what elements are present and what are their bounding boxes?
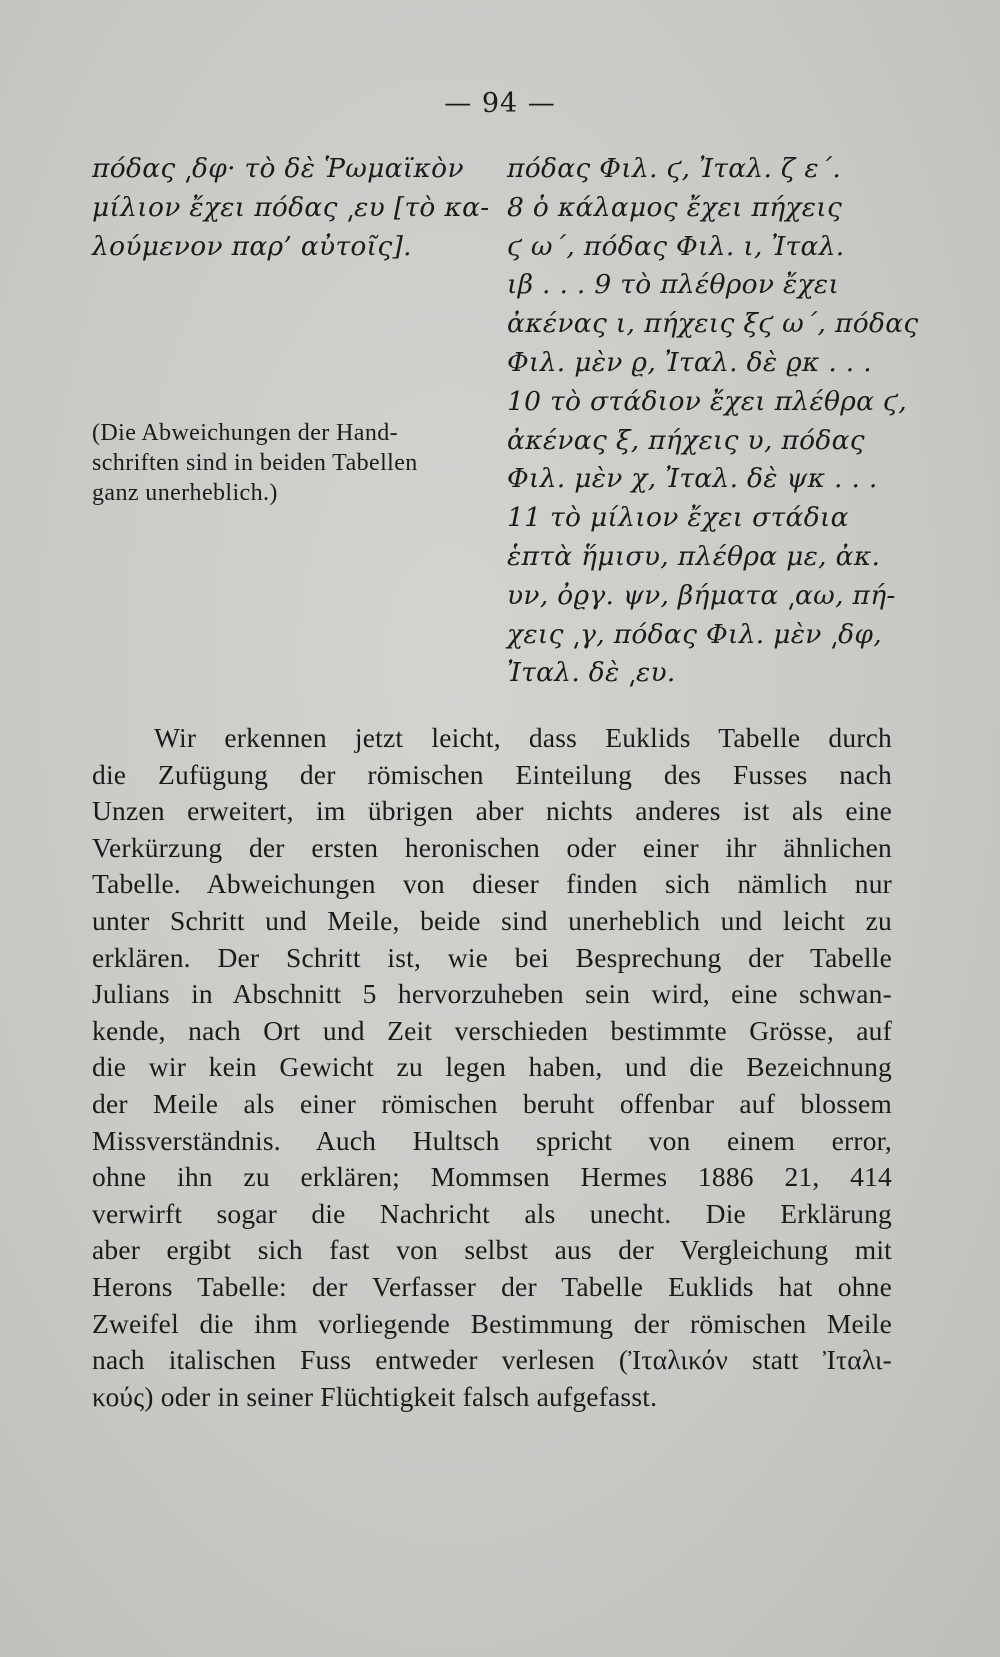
greek-left-column — [92, 150, 490, 266]
greek-line: χεις ͵γ, πόδας Φιλ. μὲν ͵δφ, — [507, 618, 882, 650]
body-line: Herons Tabelle: der Verfasser der Tabelle Euklids hat ohne — [92, 1270, 892, 1302]
greek-right-column — [507, 150, 919, 693]
body-line: unter Schritt und Meile, beide sind unerheblich und leicht zu — [92, 904, 892, 936]
note-line: (Die Abweichungen der Hand- — [92, 420, 399, 446]
body-line: Tabelle. Abweichungen von dieser finden sich nämlich nur — [92, 868, 892, 900]
body-line: Wir erkennen jetzt leicht, dass Euklids Tabelle durch — [154, 722, 892, 753]
greek-line: 8 ὁ κάλαμος ἔχει πήχεις — [507, 191, 843, 223]
greek-line: μίλιον ἔχει πόδας ͵ευ [τὸ κα- — [92, 191, 490, 223]
body-paragraph — [92, 720, 892, 1415]
body-line: Unzen erweitert, im übrigen aber nichts anderes ist als eine — [92, 795, 892, 827]
note-line: schriften sind in beiden Tabellen — [92, 450, 418, 476]
body-line: verwirft sogar die Nachricht als unecht. Die Erklärung — [92, 1197, 892, 1229]
body-line: aber ergibt sich fast von selbst aus der Vergleichung mit — [92, 1234, 892, 1266]
greek-line: υν, ὀϱγ. ψν, βήματα ͵αω, πή- — [507, 579, 896, 611]
greek-line: πόδας Φιλ. ϛ, Ἰταλ. ζ ε΄. — [507, 153, 842, 184]
body-line: erklären. Der Schritt ist, wie bei Besprechung der Tabelle — [92, 941, 892, 973]
body-line: die wir kein Gewicht zu legen haben, und die Bezeichnung — [92, 1051, 892, 1083]
greek-line: πόδας ͵δφ· τὸ δὲ Ῥωμαϊκὸν — [92, 153, 464, 184]
body-line: kende, nach Ort und Zeit verschieden bestimmte Grösse, auf — [92, 1014, 892, 1046]
body-line: ohne ihn zu erklären; Mommsen Hermes 1886 21, 414 — [92, 1161, 892, 1193]
greek-line: Ἰταλ. δὲ ͵ευ. — [507, 657, 676, 689]
body-line: Zweifel die ihm vorliegende Bestimmung der römischen Meile — [92, 1307, 892, 1339]
greek-line: 10 τὸ στάδιον ἔχει πλέθρα ϛ, — [507, 385, 907, 417]
body-line: die Zufügung der römischen Einteilung des Fusses nach — [92, 758, 892, 790]
greek-line: 11 τὸ μίλιον ἔχει στάδια — [507, 502, 849, 534]
body-line: Verkürzung der ersten heronischen oder einer ihr ähnlichen — [92, 831, 892, 863]
greek-line: ἑπτὰ ἥμισυ, πλέθρα με, ἀκ. — [507, 540, 881, 572]
greek-line: Φιλ. μὲν ϱ, Ἰταλ. δὲ ϱκ . . . — [507, 346, 872, 378]
body-line: nach italischen Fuss entweder verlesen (Ἰταλικόν statt Ἰταλι- — [92, 1344, 892, 1376]
greek-line: Φιλ. μὲν χ, Ἰταλ. δὲ ψκ . . . — [507, 463, 878, 495]
greek-line: ϛ ω΄, πόδας Φιλ. ι, Ἰταλ. — [507, 230, 845, 262]
manuscript-note — [92, 418, 477, 508]
greek-line: ἀκένας ξ, πήχεις υ, πόδας — [507, 424, 865, 456]
body-line: Julians in Abschnitt 5 hervorzuheben sein wird, eine schwan- — [92, 978, 892, 1010]
greek-line: ἀκένας ι, πήχεις ξϛ ω΄, πόδας — [507, 308, 919, 340]
greek-line: λούμενον παρ’ αὐτοῖς]. — [92, 230, 412, 262]
body-line: κούς) oder in seiner Flüchtigkeit falsch aufgefasst. — [92, 1380, 658, 1412]
note-line: ganz unerheblich.) — [92, 480, 278, 506]
page-number: — 94 — — [444, 88, 556, 119]
greek-line: ιβ . . . 9 τὸ πλέθρον ἔχει — [507, 269, 840, 301]
body-line: der Meile als einer römischen beruht offenbar auf blossem — [92, 1087, 892, 1119]
body-line: Missverständnis. Auch Hultsch spricht von einem error, — [92, 1124, 892, 1156]
